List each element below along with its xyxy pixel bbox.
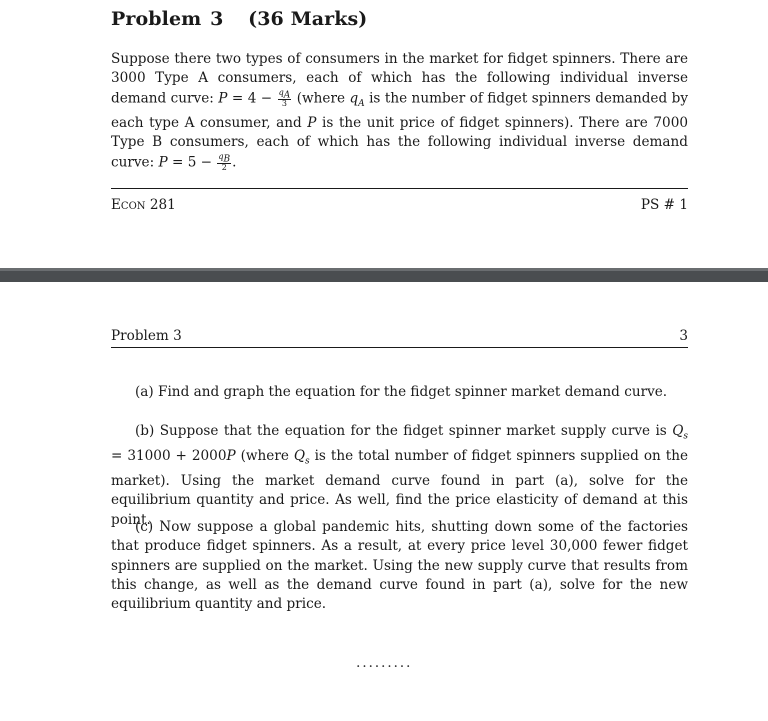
part-b-text-2: (where — [235, 448, 294, 465]
qa-symbol: q — [349, 89, 359, 106]
footer-course: Econ 281 — [111, 197, 176, 213]
running-header-title: Problem 3 — [111, 328, 182, 344]
intro-text-3: is the number of fidget spinners demanded by each type A consumer, and — [111, 89, 688, 131]
qs-subscript: s — [683, 431, 688, 442]
supply-equation: = 31000 + 2000 — [111, 448, 227, 465]
eq-b-numerator: q — [218, 151, 224, 161]
eq-a-numerator: q — [278, 87, 284, 97]
qs-symbol-2: Q — [293, 448, 305, 465]
eq-a-denominator: 3 — [281, 99, 287, 109]
intro-text-1: Suppose there two types of consumers in the market for fidget spinners. There are 3000 Type A consumers, each of which has the following individual inverse demand curve: — [111, 51, 688, 106]
eq-a-middle: = 4 − — [227, 89, 277, 106]
eq-b-fraction — [217, 153, 231, 173]
page-top — [0, 0, 768, 268]
problem-number: 3 — [210, 8, 224, 30]
intro-text-2: (where — [292, 89, 350, 106]
problem-label: Problem — [111, 8, 202, 30]
eq-a-price-symbol: P — [218, 89, 228, 106]
problem-heading — [111, 8, 367, 30]
footer-ps-number: PS # 1 — [640, 197, 688, 213]
qs-subscript-2: s — [305, 456, 310, 467]
intro-end: . — [232, 153, 237, 170]
part-b-paragraph — [111, 422, 688, 530]
eq-b-denominator: 2 — [221, 163, 227, 173]
page-separator — [0, 268, 768, 282]
eq-a-fraction — [278, 89, 292, 109]
qa-subscript: A — [358, 98, 365, 109]
problem-marks: (36 Marks) — [248, 8, 368, 30]
part-a-paragraph: (a) Find and graph the equation for the fidget spinner market demand curve. — [135, 384, 668, 400]
eq-b-price-symbol: P — [158, 153, 168, 170]
running-header-page-number: 3 — [679, 328, 688, 344]
eq-a-numerator-sub: A — [283, 90, 291, 101]
part-b-text-3: is the total number of fidget spinners supplied on the market). Using the market demand curve found in part (a), solve for the equilibrium quantity and price. As well, find the price elasticity of demand at this point. — [111, 448, 688, 528]
part-c-paragraph: (c) Now suppose a global pandemic hits, shutting down some of the factories that produce fidget spinners. As a result, at every price level 30,000 fewer fidget spinners are supplied on the market. Using the new supply curve that results from this change, as well as the demand curve found in part (a), solve for the new equilibrium quantity and price. — [111, 519, 688, 613]
part-b-text-1: (b) Suppose that the equation for the fidget spinner market supply curve is — [135, 423, 673, 439]
continuation-dots: ......... — [356, 655, 413, 671]
p-symbol: P — [307, 114, 317, 131]
eq-b-numerator-sub: B — [223, 154, 231, 165]
supply-price-symbol: P — [226, 448, 236, 465]
problem-intro-paragraph — [111, 50, 688, 172]
eq-b-middle: = 5 − — [167, 153, 217, 170]
intro-text-4: is the unit price of fidget spinners). There are 7000 Type B consumers, each of which has the following individual inverse demand curve: — [111, 114, 688, 170]
footer-rule — [111, 188, 688, 189]
header-rule — [111, 347, 688, 348]
qs-symbol: Q — [672, 423, 684, 439]
